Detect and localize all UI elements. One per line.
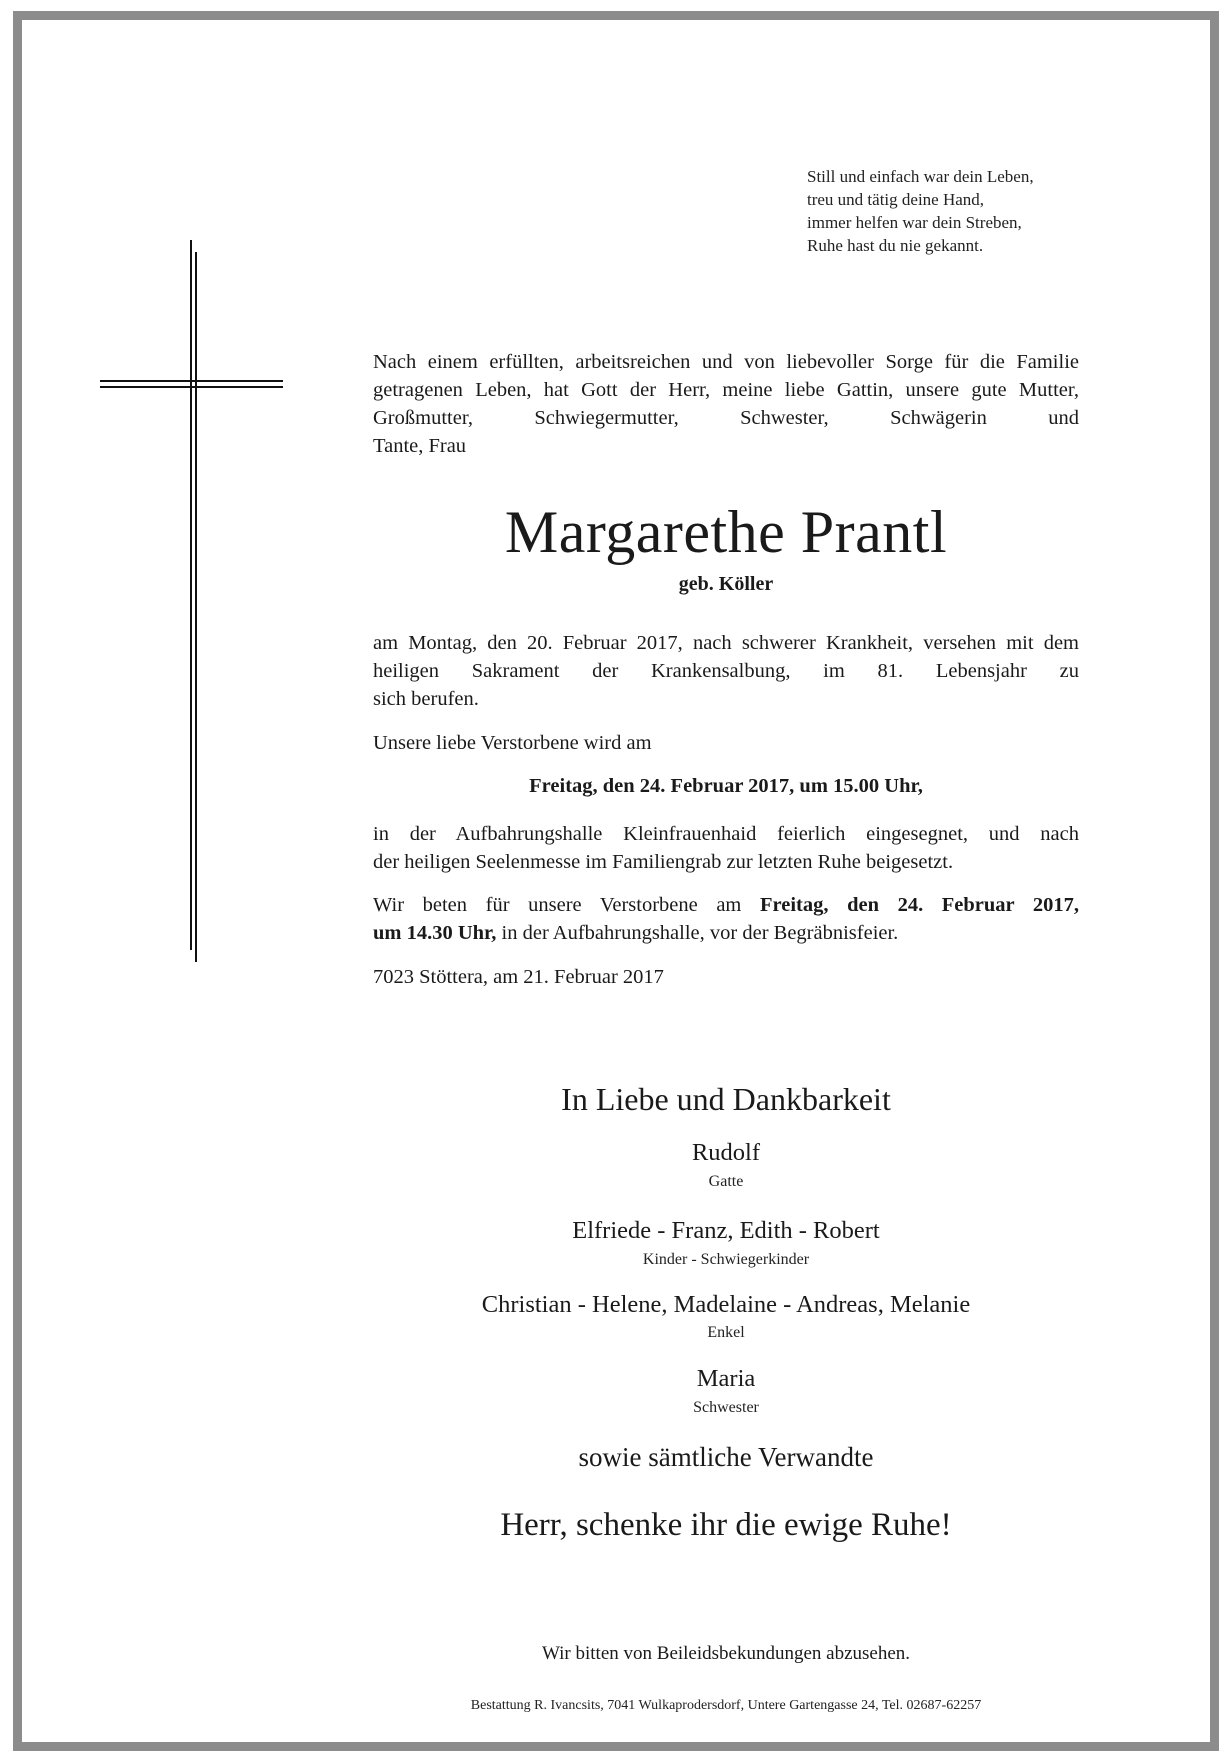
mourner-names: Maria bbox=[696, 1365, 756, 1392]
relatives-line: sowie sämtliche Verwandte bbox=[578, 1442, 874, 1472]
prayer-paragraph bbox=[373, 891, 1079, 947]
death-text: am Montag, den 20. Februar 2017, nach schwerer Krankheit, versehen mit dem heiligen Sakrament der Krankensalbung, im 81. Lebensjahr zu bbox=[373, 632, 1079, 682]
cross-vertical-line bbox=[190, 240, 192, 950]
intro-paragraph bbox=[373, 348, 1079, 460]
prayer-suffix: in der Aufbahrungshalle, vor der Begräbnisfeier. bbox=[501, 922, 899, 944]
notice-border-frame bbox=[13, 11, 1219, 1751]
prayer-line-2 bbox=[373, 919, 1079, 947]
mourner-names: Rudolf bbox=[691, 1139, 761, 1166]
ceremony-text-end: der heiligen Seelenmesse im Familiengrab zur letzten Ruhe beigesetzt. bbox=[373, 851, 954, 873]
maiden-name: geb. Köller bbox=[678, 573, 774, 595]
mourner-role: Gatte bbox=[708, 1173, 744, 1190]
mourner-role: Kinder - Schwiegerkinder bbox=[642, 1251, 810, 1268]
place-date: 7023 Stöttera, am 21. Februar 2017 bbox=[373, 966, 664, 988]
ceremony-text: in der Aufbahrungshalle Kleinfrauenhaid feierlich eingesegnet, und nach bbox=[373, 823, 1079, 845]
memorial-poem bbox=[807, 165, 1034, 257]
poem-line: Ruhe hast du nie gekannt. bbox=[807, 236, 984, 255]
poem-line: treu und tätig deine Hand, bbox=[807, 190, 985, 209]
ceremony-paragraph bbox=[373, 820, 1079, 876]
condolence-note: Wir bitten von Beileidsbekundungen abzusehen. bbox=[541, 1643, 911, 1664]
mourner-names: Elfriede - Franz, Edith - Robert bbox=[572, 1217, 880, 1244]
prayer-line-1 bbox=[373, 891, 1079, 919]
mourner-role: Enkel bbox=[707, 1324, 745, 1341]
intro-text: Nach einem erfüllten, arbeitsreichen und von liebevoller Sorge für die Familie getragenen Leben, hat Gott der Herr, meine liebe Gattin, unsere gute Mutter, Großmutter, Schwiegermutter, Schwester, Schwägerin und bbox=[373, 351, 1079, 429]
undertaker-footer: Bestattung R. Ivancsits, 7041 Wulkaprodersdorf, Untere Gartengasse 24, Tel. 02687-62257 bbox=[470, 1698, 982, 1713]
funeral-date: Freitag, den 24. Februar 2017, um 15.00 Uhr, bbox=[529, 775, 923, 797]
death-paragraph bbox=[373, 629, 1079, 713]
poem-line: Still und einfach war dein Leben, bbox=[807, 167, 1034, 186]
prayer-prefix: Wir beten für unsere Verstorbene am bbox=[373, 894, 742, 916]
intro-text-end: Tante, Frau bbox=[373, 435, 467, 457]
mourner-role: Schwester bbox=[693, 1399, 759, 1416]
closing-prayer: Herr, schenke ihr die ewige Ruhe! bbox=[500, 1507, 952, 1543]
poem-line: immer helfen war dein Streben, bbox=[807, 213, 1022, 232]
cross-vertical-line bbox=[195, 252, 197, 962]
mourner-names: Christian - Helene, Madelaine - Andreas, Melanie bbox=[481, 1291, 971, 1318]
cross-horizontal-line bbox=[100, 380, 283, 382]
prayer-date: Freitag, den 24. Februar 2017, bbox=[759, 894, 1079, 916]
funeral-intro: Unsere liebe Verstorbene wird am bbox=[373, 732, 652, 754]
death-text-end: sich berufen. bbox=[373, 688, 479, 710]
mourners-heading: In Liebe und Dankbarkeit bbox=[561, 1081, 891, 1117]
deceased-name: Margarethe Prantl bbox=[504, 499, 948, 565]
cross-horizontal-line bbox=[100, 386, 283, 388]
prayer-time: um 14.30 Uhr, bbox=[373, 922, 497, 944]
